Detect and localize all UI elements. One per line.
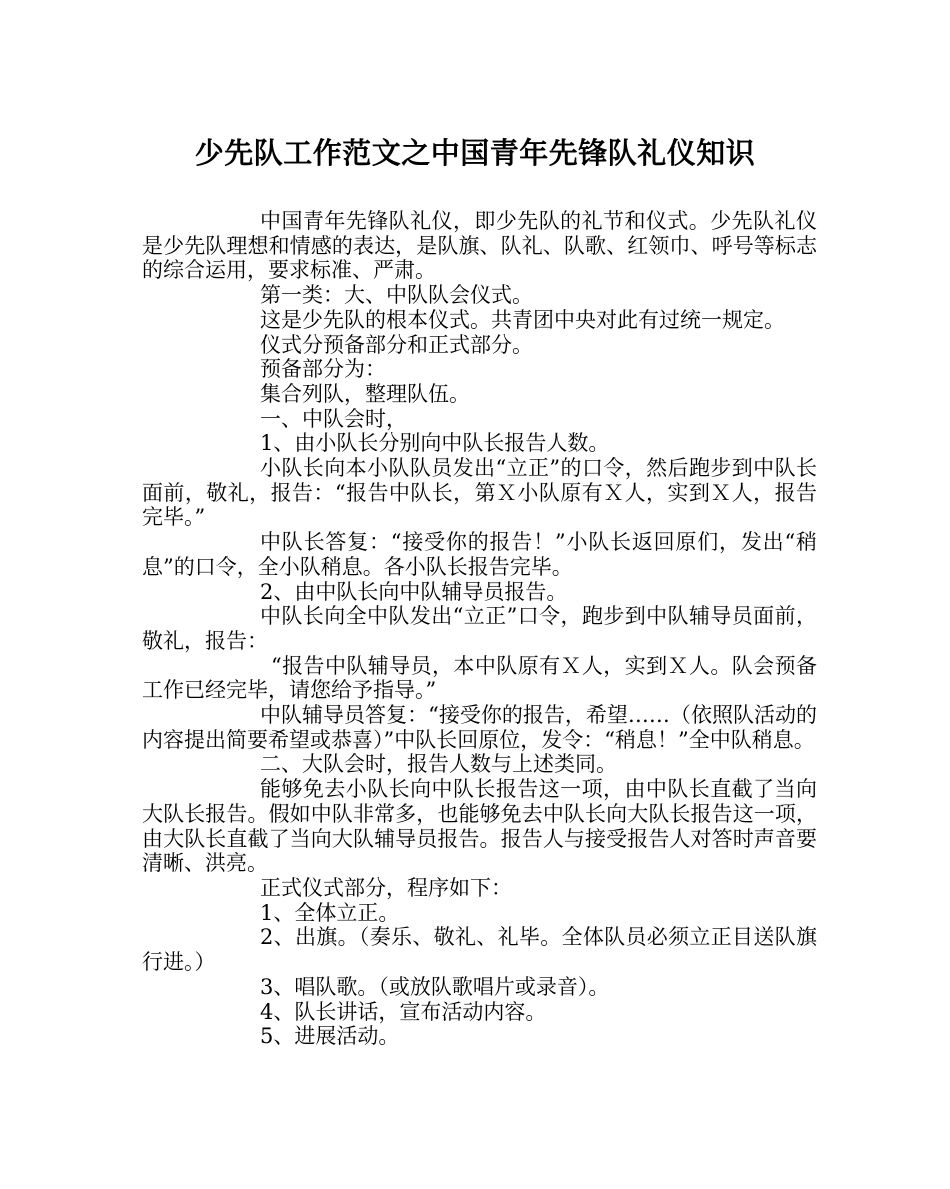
paragraph-counselor-reply: 中队辅导员答复：“接受你的报告，希望……（依照队活动的内容提出简要希望或恭喜）”中队长回原位，发令：“稍息！”全中队稍息。 [142,703,817,752]
paragraph-report-quote: “报告中队辅导员，本中队原有Ｘ人，实到Ｘ人。队会预备工作已经完毕，请您给予指导。” [142,653,817,703]
paragraph-formal-step-2: 2、出旗。（奏乐、敬礼、礼毕。全体队员必须立正目送队旗行进。） [142,925,817,975]
paragraph-squadron-leader-reply: 中队长答复：“接受你的报告！”小队长返回原们，发出“稍息”的口令，全小队稍息。各小队长报告完毕。 [142,530,817,579]
document-body [142,209,817,1049]
paragraph-preparation-heading: 预备部分为： [260,357,386,382]
paragraph-formal-step-5: 5、进展活动。 [260,1024,400,1049]
paragraph-step-1: 1、由小队长分别向中队长报告人数。 [260,431,610,456]
paragraph-squadron-meeting: 一、中队会时， [260,406,407,431]
paragraph-brigade-details: 能够免去小队长向中队长报告这一项，由中队长直截了当向大队长报告。假如中队非常多，也能够免去中队长向大队长报告这一项，由大队长直截了当向大队辅导员报告。报告人与接受报告人对答时声音要清晰、洪亮。 [142,777,817,876]
paragraph-assemble: 集合列队，整理队伍。 [260,381,470,406]
paragraph-formal-step-4: 4、队长讲话，宣布活动内容。 [260,999,547,1024]
paragraph-squad-leader-report: 小队长向本小队队员发出“立正”的口令，然后跑步到中队长面前，敬礼，报告：“报告中队长，第Ｘ小队原有Ｘ人，实到Ｘ人，报告完毕。” [142,456,817,530]
paragraph-intro: 中国青年先锋队礼仪，即少先队的礼节和仪式。少先队礼仪是少先队理想和情感的表达，是队旗、队礼、队歌、红领巾、呼号等标志的综合运用，要求标准、严肃。 [142,209,817,283]
paragraph-formal-heading: 正式仪式部分，程序如下： [260,875,512,900]
paragraph-ceremony-parts: 仪式分预备部分和正式部分。 [260,332,533,357]
paragraph-step-2: 2、由中队长向中队辅导员报告。 [260,579,568,604]
document-title: 少先队工作范文之中国青年先锋队礼仪知识 [194,136,756,170]
paragraph-category-one: 第一类：大、中队队会仪式。 [260,283,533,308]
paragraph-formal-step-3: 3、唱队歌。（或放队歌唱片或录音）。 [260,974,610,999]
paragraph-squadron-leader-report: 中队长向全中队发出“立正”口令，跑步到中队辅导员面前，敬礼，报告： [142,604,817,653]
paragraph-basic-ceremony: 这是少先队的根本仪式。共青团中央对此有过统一规定。 [260,307,785,332]
paragraph-brigade-meeting: 二、大队会时，报告人数与上述类同。 [260,752,617,777]
paragraph-formal-step-1: 1、全体立正。 [260,900,400,925]
